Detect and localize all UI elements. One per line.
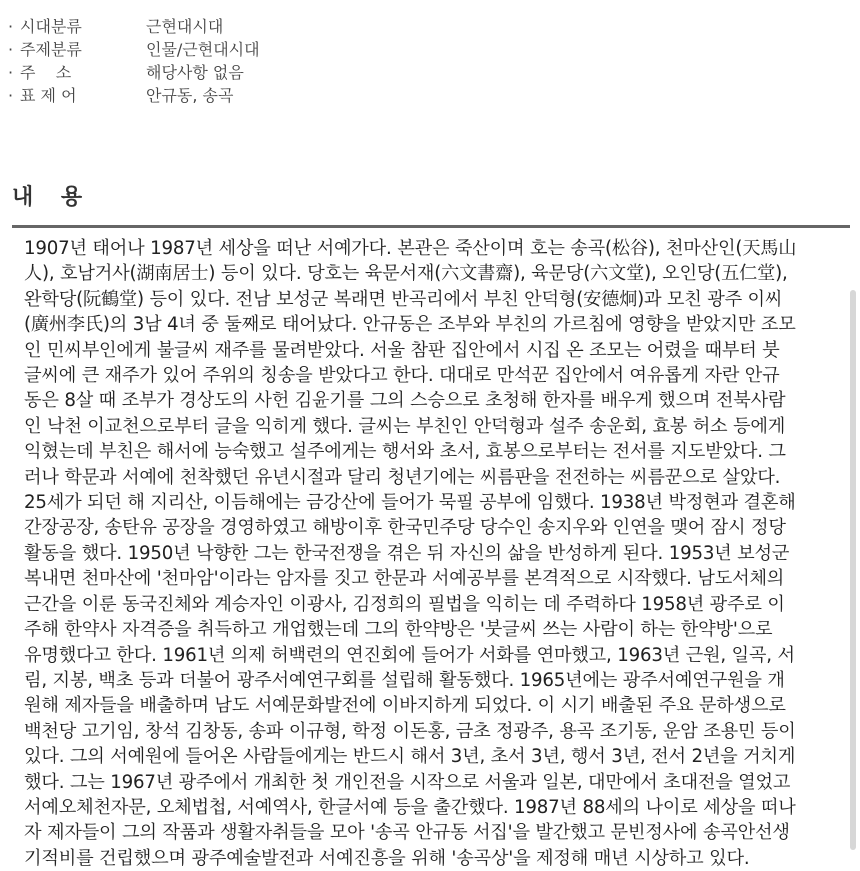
meta-value: 인물/근현대시대 <box>146 40 260 59</box>
section-title: 내 용 <box>12 185 93 210</box>
content-line: 인 낙천 이교천으로부터 글을 익히게 했다. 글씨는 부친인 안덕형과 설주 송운회, 효봉 허소 등에게 <box>24 415 786 437</box>
meta-row-subject <box>8 37 408 60</box>
content-line: 기적비를 건립했으며 광주예술발전과 서예진흥을 위해 '송곡상'을 제정해 매년 시상하고 있다. <box>24 847 750 869</box>
content-line: 완학당(阮鶴堂) 등이 있다. 전남 보성군 복래면 반곡리에서 부친 안덕형(安德炯)과 모친 광주 이씨 <box>24 288 783 310</box>
meta-row-era <box>8 14 408 37</box>
content-line: 근간을 이룬 동국진체와 계승자인 이광사, 김정희의 필법을 익히는 데 주력하다 1958년 광주로 이 <box>24 593 785 615</box>
content-line: 동은 8살 때 조부가 경상도의 사헌 김윤기를 그의 스승으로 초청해 한자를 배우게 했으며 전북사람 <box>24 390 786 412</box>
meta-row-address <box>8 60 408 83</box>
content-line: 했다. 그는 1967년 광주에서 개최한 첫 개인전을 시작으로 서울과 일본, 대만에서 초대전을 열었고 <box>24 771 791 793</box>
meta-key: · 시대분류 <box>8 14 146 37</box>
content-line: 활동을 했다. 1950년 낙향한 그는 한국전쟁을 겪은 뒤 자신의 삶을 반성하게 된다. 1953년 보성군 <box>24 542 790 564</box>
meta-value: 근현대시대 <box>146 17 224 36</box>
meta-key: · 주 소 <box>8 60 146 83</box>
content-body <box>24 236 838 871</box>
content-line: 人), 호남거사(湖南居士) 등이 있다. 당호는 육문서재(六文書齋), 육문당(六文堂), 오인당(五仁堂), <box>24 263 788 285</box>
content-line: 복내면 천마산에 '천마암'이라는 암자를 짓고 한문과 서예공부를 본격적으로 시작했다. 남도서체의 <box>24 568 785 590</box>
content-line: (廣州李氏)의 3남 4녀 중 둘째로 태어났다. 안규동은 조부와 부친의 가르침에 영향을 받았지만 조모 <box>24 314 796 336</box>
meta-row-headword <box>8 83 408 106</box>
content-line: 유명했다고 한다. 1961년 의제 허백련의 연진회에 들어가 서화를 연마했고, 1963년 근원, 일곡, 서 <box>24 644 795 666</box>
content-line: 원해 제자들을 배출하며 남도 서예문화발전에 이바지하게 되었다. 이 시기 배출된 주요 문하생으로 <box>24 695 786 717</box>
meta-key: · 표 제 어 <box>8 83 146 106</box>
content-line: 러나 학문과 서예에 천착했던 유년시절과 달리 청년기에는 씨름판을 전전하는 씨름꾼으로 살았다. <box>24 466 781 488</box>
meta-key: · 주제분류 <box>8 37 146 60</box>
content-line: 있다. 그의 서예원에 들어온 사람들에게는 반드시 해서 3년, 초서 3년, 행서 3년, 전서 2년을 거치게 <box>24 746 796 768</box>
content-line: 서예오체천자문, 오체법첩, 서예역사, 한글서예 등을 출간했다. 1987년 88세의 나이로 세상을 떠나 <box>24 796 796 818</box>
content-line: 1907년 태어나 1987년 세상을 떠난 서예가다. 본관은 죽산이며 호는 송곡(松谷), 천마산인(天馬山 <box>24 238 797 259</box>
content-line: 익혔는데 부친은 해서에 능숙했고 설주에게는 행서와 초서, 효봉으로부터는 전서를 지도받았다. 그 <box>24 441 786 463</box>
section-divider <box>12 225 850 228</box>
content-line: 주해 한약사 자격증을 취득하고 개업했는데 그의 한약방은 '붓글씨 쓰는 사람이 하는 한약방'으로 <box>24 619 773 641</box>
content-line: 간장공장, 송탄유 공장을 경영하였고 해방이후 한국민주당 당수인 송지우와 인연을 맺어 잠시 정당 <box>24 517 786 539</box>
content-line: 25세가 되던 해 지리산, 이듬해에는 금강산에 들어가 묵필 공부에 임했다. 1938년 박정현과 결혼해 <box>24 492 796 514</box>
meta-value: 해당사항 없음 <box>146 63 244 82</box>
content-line: 자 제자들이 그의 작품과 생활자취들을 모아 '송곡 안규동 서집'을 발간했고 문빈정사에 송곡안선생 <box>24 822 790 844</box>
content-line: 백천당 고기임, 창석 김창동, 송파 이규형, 학정 이돈홍, 금초 정광주, 용곡 조기동, 운암 조용민 등이 <box>24 720 796 742</box>
content-line: 인 민씨부인에게 불글씨 재주를 물려받았다. 서울 참판 집안에서 시집 온 조모는 어렸을 때부터 붓 <box>24 339 780 361</box>
content-line: 글씨에 큰 재주가 있어 주위의 칭송을 받았다고 한다. 대대로 만석꾼 집안에서 여유롭게 자란 안규 <box>24 365 780 387</box>
vertical-scrollbar[interactable] <box>850 290 856 850</box>
meta-value: 안규동, 송곡 <box>146 86 234 105</box>
metadata-list <box>8 14 408 106</box>
content-line: 림, 지봉, 백초 등과 더불어 광주서예연구회를 설립해 활동했다. 1965년에는 광주서예연구원을 개 <box>24 669 785 691</box>
